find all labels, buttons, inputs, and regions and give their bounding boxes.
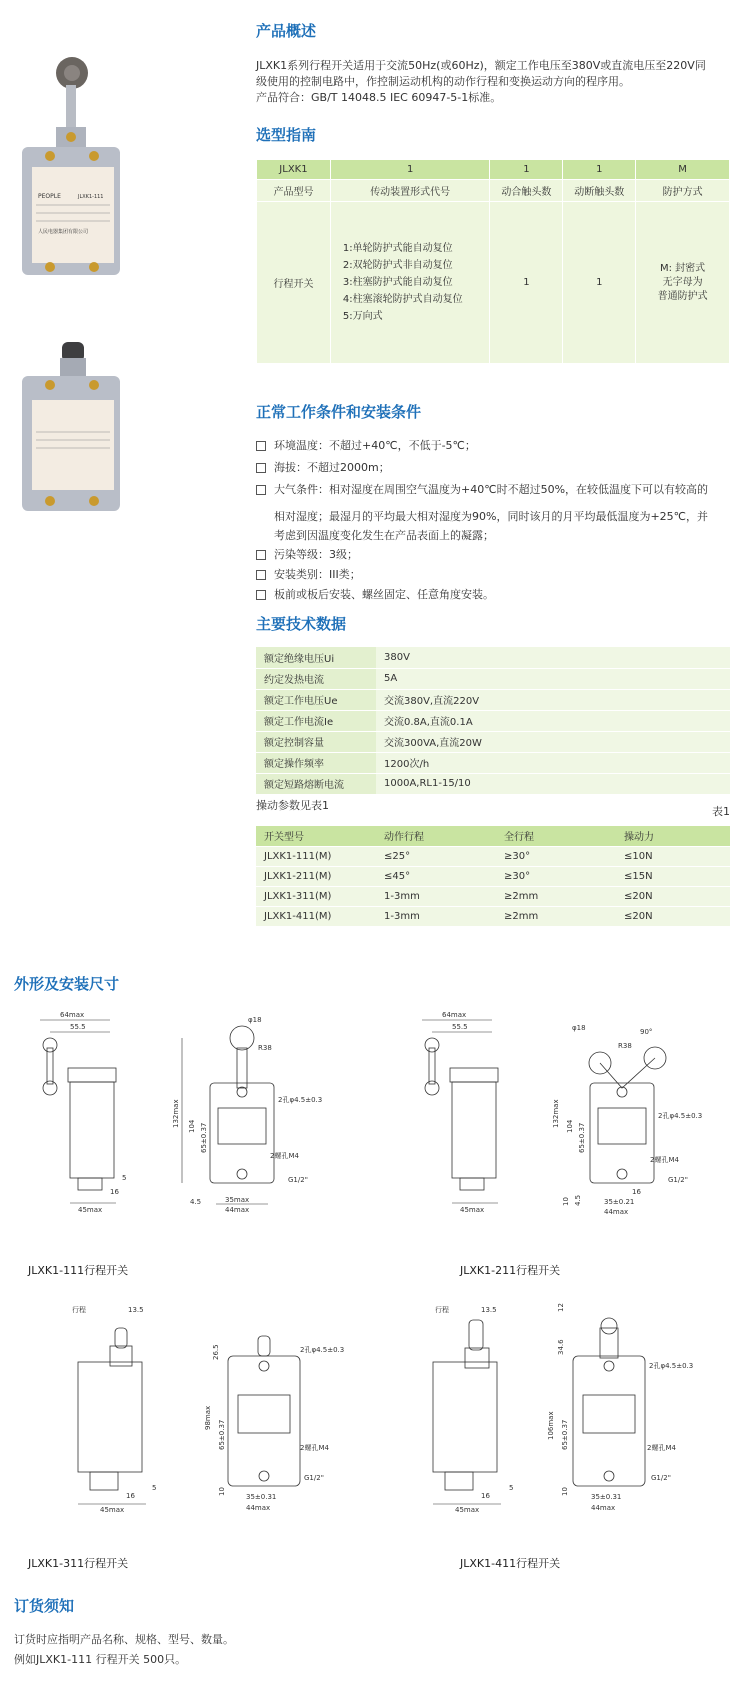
dim-label: 10 <box>218 1487 226 1496</box>
product-photo-1 <box>20 55 130 280</box>
spec-value: 交流380V,直流220V <box>376 689 730 710</box>
dim-label: 35max <box>225 1196 250 1204</box>
drawing-111-front <box>172 1008 335 1223</box>
overview-line-3: 产品符合：GB/T 14048.5 IEC 60947-5-1标准。 <box>256 91 502 104</box>
dim-label: 34.6 <box>557 1339 565 1355</box>
op-cell: JLXK1-311(M) <box>256 886 376 906</box>
sel-header-cell: JLXK1 <box>257 160 331 180</box>
sel-subheader-cell: 动断触头数 <box>563 180 636 202</box>
condition-item: 板前或板后安装、螺丝固定、任意角度安装。 <box>274 588 494 601</box>
operation-table-label: 表1 <box>712 805 730 818</box>
sel-subheader-cell: 产品型号 <box>257 180 331 202</box>
order-line-2: 例如JLXK1-111 行程开关 500只。 <box>14 1653 187 1666</box>
spec-value: 1200次/h <box>376 752 730 773</box>
dim-label: 16 <box>632 1188 641 1196</box>
sel-no-count: 1 <box>490 202 563 364</box>
dim-label: 45max <box>100 1506 125 1514</box>
sel-subheader-cell: 防护方式 <box>636 180 730 202</box>
dim-label: 4.5 <box>190 1198 202 1206</box>
sel-header-cell: 1 <box>330 160 490 180</box>
overview-title: 产品概述 <box>256 22 317 40</box>
caption-411: JLXK1-411行程开关 <box>460 1557 561 1570</box>
dim-label: G1/2" <box>651 1474 671 1482</box>
condition-item: 海拔：不超过2000m； <box>274 461 390 474</box>
dim-label: 104 <box>188 1119 196 1133</box>
sel-header-cell: 1 <box>490 160 563 180</box>
photo-company: 人民电器集团有限公司 <box>38 229 89 235</box>
selection-title: 选型指南 <box>256 126 317 144</box>
op-cell: 1-3mm <box>376 886 496 906</box>
dim-label: 44max <box>246 1504 271 1512</box>
dim-label: 2螺孔M4 <box>300 1444 329 1452</box>
dim-label: 106max <box>547 1411 555 1440</box>
drawing-411-side <box>425 1300 535 1515</box>
drawing-311-front <box>200 1300 370 1515</box>
drawing-211-front <box>552 1008 735 1223</box>
op-cell: ≥2mm <box>496 906 616 926</box>
condition-item: 大气条件：相对湿度在周围空气温度为+40℃时不超过50%，在较低温度下可以有较高的 <box>274 483 709 496</box>
caption-311: JLXK1-311行程开关 <box>28 1557 129 1570</box>
op-header-cell: 动作行程 <box>376 826 496 846</box>
dim-label: 2螺孔M4 <box>270 1152 299 1160</box>
dim-label: 90° <box>640 1028 653 1036</box>
drawing-111-side <box>30 1008 140 1223</box>
dim-label: 55.5 <box>452 1023 468 1031</box>
op-header-cell: 开关型号 <box>256 826 376 846</box>
order-title: 订货须知 <box>14 1597 75 1615</box>
dim-label: 26.5 <box>212 1344 220 1360</box>
dim-label: 16 <box>481 1492 490 1500</box>
op-cell: ≤15N <box>616 866 730 886</box>
dim-label: 132max <box>172 1099 180 1128</box>
dim-label: 2孔φ4.5±0.3 <box>278 1096 323 1104</box>
op-header-cell: 全行程 <box>496 826 616 846</box>
sel-header-cell: M <box>636 160 730 180</box>
checkbox-icon <box>256 570 266 580</box>
conditions-list <box>256 437 736 606</box>
sel-protection: 无字母为 <box>662 276 703 288</box>
dim-label: 64max <box>442 1011 467 1019</box>
checkbox-icon <box>256 441 266 451</box>
dim-label: 45max <box>455 1506 480 1514</box>
op-cell: ≤20N <box>616 906 730 926</box>
drawing-411-front <box>545 1300 725 1515</box>
conditions-title: 正常工作条件和安装条件 <box>256 403 422 421</box>
dim-label: 45max <box>460 1206 485 1214</box>
checkbox-icon <box>256 463 266 473</box>
spec-key: 额定工作电压Ue <box>256 689 376 710</box>
dim-label: R38 <box>258 1044 272 1052</box>
dim-label: G1/2" <box>304 1474 324 1482</box>
dim-label: 45max <box>78 1206 103 1214</box>
op-cell: ≤20N <box>616 886 730 906</box>
specs-table <box>256 647 730 795</box>
condition-continuation: 考虑到因温度变化发生在产品表面上的凝露； <box>274 529 494 542</box>
condition-item: 环境温度：不超过+40℃，不低于-5℃； <box>274 439 476 452</box>
dim-label: G1/2" <box>668 1176 688 1184</box>
sel-header-cell: 1 <box>563 160 636 180</box>
dim-label: R38 <box>618 1042 632 1050</box>
dim-label: G1/2" <box>288 1176 308 1184</box>
dim-label: 5 <box>152 1484 157 1492</box>
dim-label: 2孔φ4.5±0.3 <box>300 1346 345 1354</box>
op-cell: ≥30° <box>496 866 616 886</box>
dim-label: 98max <box>204 1405 212 1430</box>
sel-option: 2:双轮防护式非自动复位 <box>342 260 453 271</box>
spec-value: 交流0.8A,直流0.1A <box>376 710 730 731</box>
spec-value: 交流300VA,直流20W <box>376 731 730 752</box>
dim-label: 2孔φ4.5±0.3 <box>658 1112 703 1120</box>
op-cell: ≤25° <box>376 846 496 866</box>
dimensions-title: 外形及安装尺寸 <box>14 975 120 993</box>
caption-211: JLXK1-211行程开关 <box>460 1264 561 1277</box>
sel-option: 1:单轮防护式能自动复位 <box>342 243 453 254</box>
sel-protection: 普通防护式 <box>657 290 708 302</box>
spec-value: 1000A,RL1-15/10 <box>376 773 730 794</box>
spec-key: 额定操作频率 <box>256 752 376 773</box>
dim-label: 16 <box>110 1188 119 1196</box>
dim-label: φ18 <box>572 1024 586 1032</box>
dim-label: 65±0.37 <box>218 1419 226 1450</box>
photo-model: JLXK1-111 <box>78 194 104 200</box>
specs-title: 主要技术数据 <box>256 615 347 633</box>
overview-line-2: 级使用的控制电路中，作控制运动机构的动作行程和变换运动方向的程序用。 <box>256 75 630 88</box>
dim-label: 44max <box>591 1504 616 1512</box>
spec-key: 约定发热电流 <box>256 668 376 689</box>
condition-continuation: 相对湿度；最湿月的平均最大相对湿度为90%，同时该月的月平均最低温度为+25℃，并 <box>274 510 709 523</box>
sel-row-type: 行程开关 <box>257 202 331 364</box>
sel-option: 5:万向式 <box>342 311 383 322</box>
condition-item: 安装类别：III类； <box>274 568 361 581</box>
dim-label: 4.5 <box>574 1194 582 1206</box>
dim-label: 行程 <box>435 1306 449 1314</box>
dim-label: 64max <box>60 1011 85 1019</box>
selection-table <box>256 159 730 364</box>
dim-label: 44max <box>225 1206 250 1214</box>
spec-value: 5A <box>376 668 730 689</box>
dim-label: 13.5 <box>128 1306 144 1314</box>
dim-label: 13.5 <box>481 1306 497 1314</box>
dim-label: 2螺孔M4 <box>647 1444 676 1452</box>
dim-label: φ18 <box>248 1016 262 1024</box>
op-header-cell: 操动力 <box>616 826 730 846</box>
dim-label: 35±0.21 <box>604 1198 635 1206</box>
operation-table <box>256 826 730 927</box>
dim-label: 55.5 <box>70 1023 86 1031</box>
checkbox-icon <box>256 590 266 600</box>
dim-label: 132max <box>552 1099 560 1128</box>
spec-key: 额定短路熔断电流 <box>256 773 376 794</box>
photo-brand: PEOPLE <box>38 193 61 200</box>
dim-label: 12 <box>557 1303 565 1312</box>
dim-label: 65±0.37 <box>561 1419 569 1450</box>
dim-label: 35±0.31 <box>591 1493 622 1501</box>
op-cell: JLXK1-211(M) <box>256 866 376 886</box>
dim-label: 2螺孔M4 <box>650 1156 679 1164</box>
sel-option: 3:柱塞防护式能自动复位 <box>342 277 453 288</box>
spec-key: 额定绝缘电压Ui <box>256 647 376 668</box>
sel-nc-count: 1 <box>563 202 636 364</box>
checkbox-icon <box>256 550 266 560</box>
drawing-211-side <box>412 1008 522 1223</box>
op-cell: JLXK1-411(M) <box>256 906 376 926</box>
op-cell: ≥30° <box>496 846 616 866</box>
dim-label: 10 <box>561 1487 569 1496</box>
overview-line-1: JLXK1系列行程开关适用于交流50Hz(或60Hz)，额定工作电压至380V或直流电压至220V同 <box>256 59 706 72</box>
dim-label: 104 <box>566 1119 574 1133</box>
dim-label: 65±0.37 <box>578 1122 586 1153</box>
dim-label: 44max <box>604 1208 629 1216</box>
op-cell: 1-3mm <box>376 906 496 926</box>
op-cell: JLXK1-111(M) <box>256 846 376 866</box>
op-cell: ≤10N <box>616 846 730 866</box>
dim-label: 16 <box>126 1492 135 1500</box>
operation-intro: 操动参数见表1 <box>256 799 329 812</box>
order-line-1: 订货时应指明产品名称、规格、型号、数量。 <box>14 1633 234 1646</box>
sel-subheader-cell: 动合触头数 <box>490 180 563 202</box>
caption-111: JLXK1-111行程开关 <box>28 1264 129 1277</box>
spec-key: 额定工作电流Ie <box>256 710 376 731</box>
checkbox-icon <box>256 485 266 495</box>
op-cell: ≥2mm <box>496 886 616 906</box>
dim-label: 65±0.37 <box>200 1122 208 1153</box>
spec-value: 380V <box>376 647 730 668</box>
dim-label: 5 <box>509 1484 514 1492</box>
dim-label: 35±0.31 <box>246 1493 277 1501</box>
sel-protection: M: 封密式 <box>659 262 706 274</box>
sel-subheader-cell: 传动装置形式代号 <box>330 180 490 202</box>
dim-label: 10 <box>562 1197 570 1206</box>
dim-label: 2孔φ4.5±0.3 <box>649 1362 694 1370</box>
product-photo-2 <box>20 340 130 515</box>
sel-option: 4:柱塞滚轮防护式自动复位 <box>342 294 463 305</box>
op-cell: ≤45° <box>376 866 496 886</box>
dim-label: 行程 <box>72 1306 86 1314</box>
condition-item: 污染等级：3级； <box>274 548 358 561</box>
spec-key: 额定控制容量 <box>256 731 376 752</box>
drawing-311-side <box>60 1300 170 1515</box>
dim-label: 5 <box>122 1174 127 1182</box>
